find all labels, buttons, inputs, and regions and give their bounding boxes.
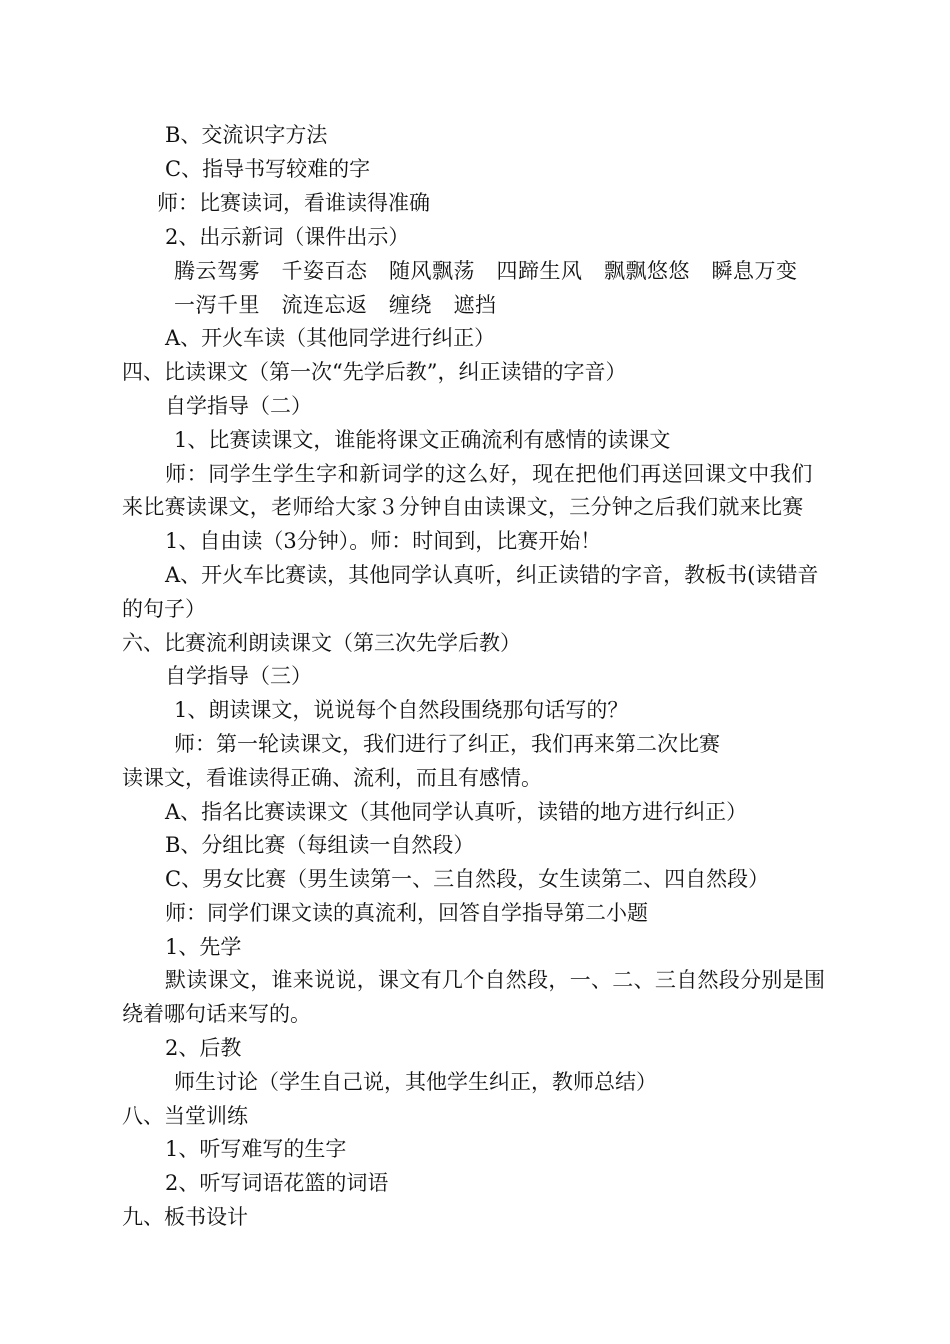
- text-line: 自学指导（三）: [165, 664, 312, 688]
- text-line: A、开火车比赛读，其他同学认真听，纠正读错的字音，教板书(读错音: [165, 563, 819, 587]
- text-line: 一泻千里 流连忘返 缠绕 遮挡: [174, 293, 497, 317]
- text-line: 腾云驾雾 千姿百态 随风飘荡 四蹄生风 飘飘悠悠 瞬息万变: [174, 259, 798, 283]
- text-line: B、分组比赛（每组读一自然段）: [165, 833, 475, 857]
- text-line: 1、先学: [165, 935, 242, 959]
- section-heading: 四、比读课文（第一次“先学后教”，纠正读错的字音）: [122, 360, 627, 384]
- text-line: 默读课文，谁来说说，课文有几个自然段，一、二、三自然段分别是围: [165, 968, 826, 992]
- text-line: 绕着哪句话来写的。: [122, 1002, 311, 1026]
- text-line: 自学指导（二）: [165, 394, 312, 418]
- text-line: B、交流识字方法: [165, 123, 328, 147]
- section-heading: 八、当堂训练: [122, 1104, 248, 1128]
- text-line: 1、听写难写的生字: [165, 1137, 347, 1161]
- text-line: 1、比赛读课文，谁能将课文正确流利有感情的读课文: [174, 428, 671, 452]
- text-line: 来比赛读课文，老师给大家３分钟自由读课文，三分钟之后我们就来比赛: [122, 495, 804, 519]
- text-line: 1、自由读（3分钟）。师：时间到，比赛开始！: [165, 529, 602, 553]
- text-line: 师：第一轮读课文，我们进行了纠正，我们再来第二次比赛: [174, 732, 720, 756]
- text-line: A、开火车读（其他同学进行纠正）: [165, 326, 496, 350]
- text-line: 的句子）: [122, 597, 206, 621]
- text-line: 读课文，看谁读得正确、流利，而且有感情。: [122, 766, 542, 790]
- text-line: A、指名比赛读课文（其他同学认真听，读错的地方进行纠正）: [165, 800, 748, 824]
- text-line: 师：比赛读词，看谁读得准确: [157, 191, 430, 215]
- text-line: 师生讨论（学生自己说，其他学生纠正，教师总结）: [174, 1070, 657, 1094]
- text-line: 师：同学们课文读的真流利，回答自学指导第二小题: [165, 901, 648, 925]
- text-line: 师：同学生学生字和新词学的这么好，现在把他们再送回课文中我们: [165, 462, 813, 486]
- text-line: 2、听写词语花篮的词语: [165, 1171, 389, 1195]
- text-line: C、指导书写较难的字: [165, 157, 371, 181]
- text-line: 2、后教: [165, 1036, 242, 1060]
- text-line: 1、朗读课文，说说每个自然段围绕那句话写的？: [174, 698, 629, 722]
- text-line: 2、出示新词（课件出示）: [165, 225, 410, 249]
- section-heading: 九、板书设计: [122, 1205, 248, 1229]
- text-line: C、男女比赛（男生读第一、三自然段，女生读第二、四自然段）: [165, 867, 770, 891]
- section-heading: 六、比赛流利朗读课文（第三次先学后教）: [122, 631, 521, 655]
